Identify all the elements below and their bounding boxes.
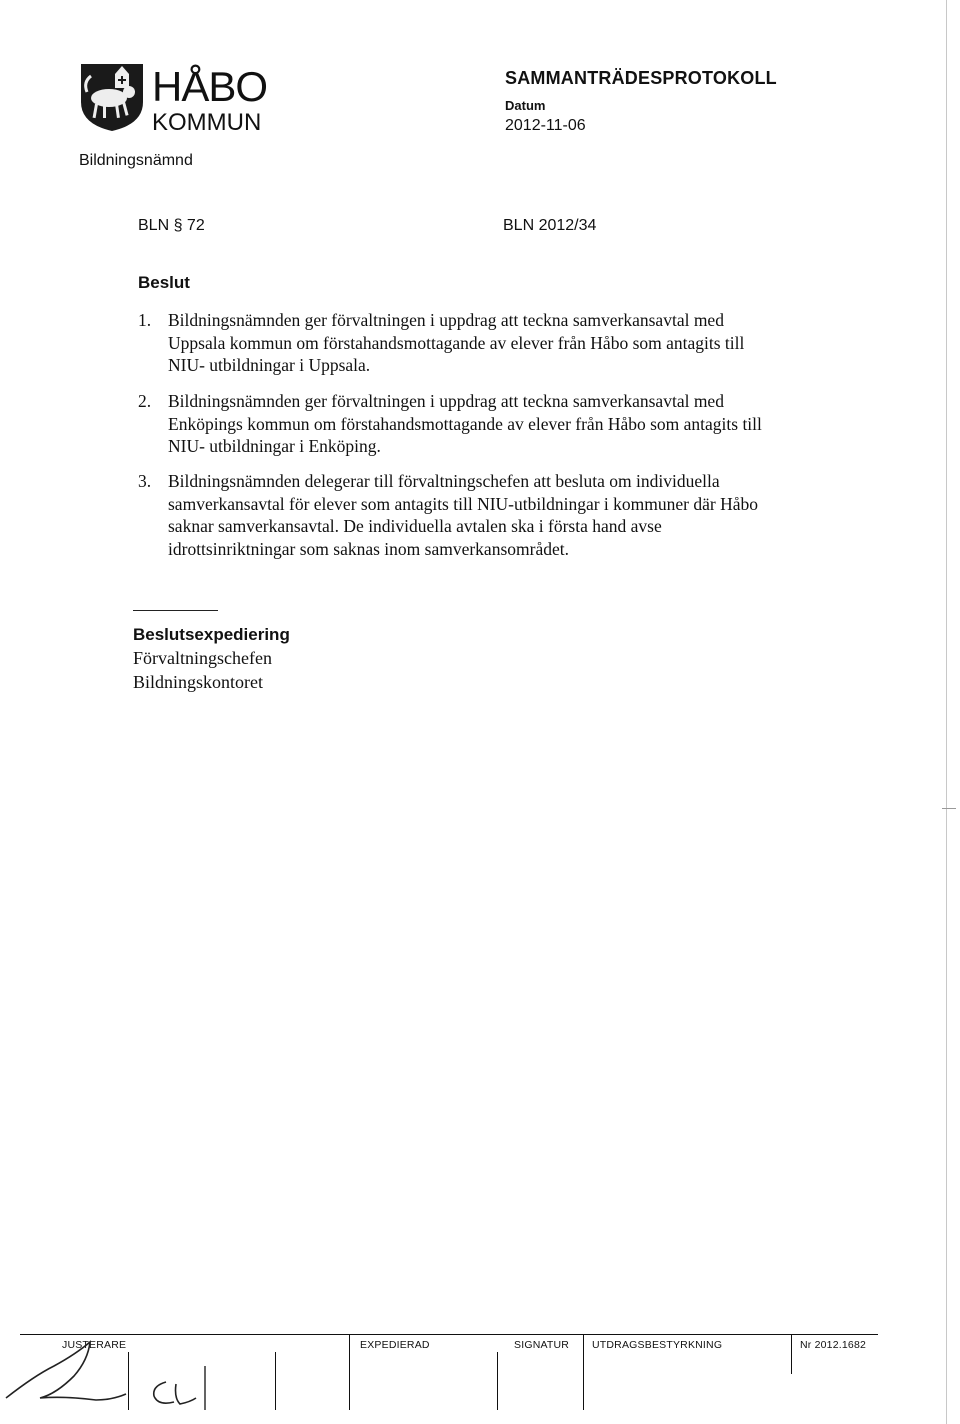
scan-edge — [946, 0, 947, 1424]
date-label: Datum — [505, 98, 546, 113]
decision-item-text: Bildningsnämnden ger förvaltningen i uppdrag att teckna samverkansavtal med Uppsala kommun om förstahandsmottagande av elever från Håbo som antagits till NIU- utbildningar i Uppsala. — [168, 310, 745, 375]
decision-item-number: 1. — [138, 310, 152, 330]
date-value: 2012-11-06 — [505, 117, 586, 134]
footer-col-divider — [497, 1352, 498, 1410]
decision-heading: Beslut — [138, 273, 190, 292]
decision-item-number: 3. — [138, 471, 152, 491]
municipality-subtitle: KOMMUN — [152, 109, 262, 136]
scan-edge-tick — [942, 808, 956, 809]
footer-col-divider — [791, 1334, 792, 1374]
dispatch-heading: Beslutsexpediering — [133, 625, 290, 644]
municipality-name: HÅBO — [152, 63, 268, 110]
footer-col-divider — [275, 1352, 276, 1410]
dispatch-recipient: Bildningskontoret — [133, 672, 263, 692]
case-number: BLN 2012/34 — [503, 217, 597, 234]
decision-item-text: Bildningsnämnden delegerar till förvaltningschefen att besluta om individuella samverkansavtal för elever som antagits till NIU-utbildningar i kommuner där Håbo saknar samverkansavtal. De individuella avtalen ska i första hand avse idrottsinriktningar som saknas inom samverkansområdet. — [168, 471, 758, 559]
dispatch-recipient: Förvaltningschefen — [133, 648, 272, 668]
utdragsbestyrkning-label: UTDRAGSBESTYRKNING — [592, 1339, 723, 1351]
paragraph-ref: BLN § 72 — [138, 217, 205, 234]
handwritten-signature-icon — [4, 1336, 264, 1416]
footer-col-divider — [349, 1334, 350, 1410]
signatur-label: SIGNATUR — [514, 1339, 570, 1351]
document-type: SAMMANTRÄDESPROTOKOLL — [505, 68, 777, 88]
expedierad-label: EXPEDIERAD — [360, 1339, 430, 1351]
habo-coat-of-arms-icon — [79, 62, 145, 132]
record-number: Nr 2012.1682 — [800, 1339, 867, 1351]
decision-item-text: Bildningsnämnden ger förvaltningen i uppdrag att teckna samverkansavtal med Enköpings kommun om förstahandsmottagande av elever från Håbo som antagits till NIU- utbildningar i Enköping. — [168, 391, 762, 456]
justerare-label: JUSTERARE — [62, 1339, 127, 1351]
footer-rule — [20, 1334, 878, 1335]
department-name: Bildningsnämnd — [79, 152, 193, 169]
footer-col-divider — [583, 1334, 584, 1410]
decision-item-number: 2. — [138, 391, 152, 411]
section-divider — [133, 610, 218, 611]
